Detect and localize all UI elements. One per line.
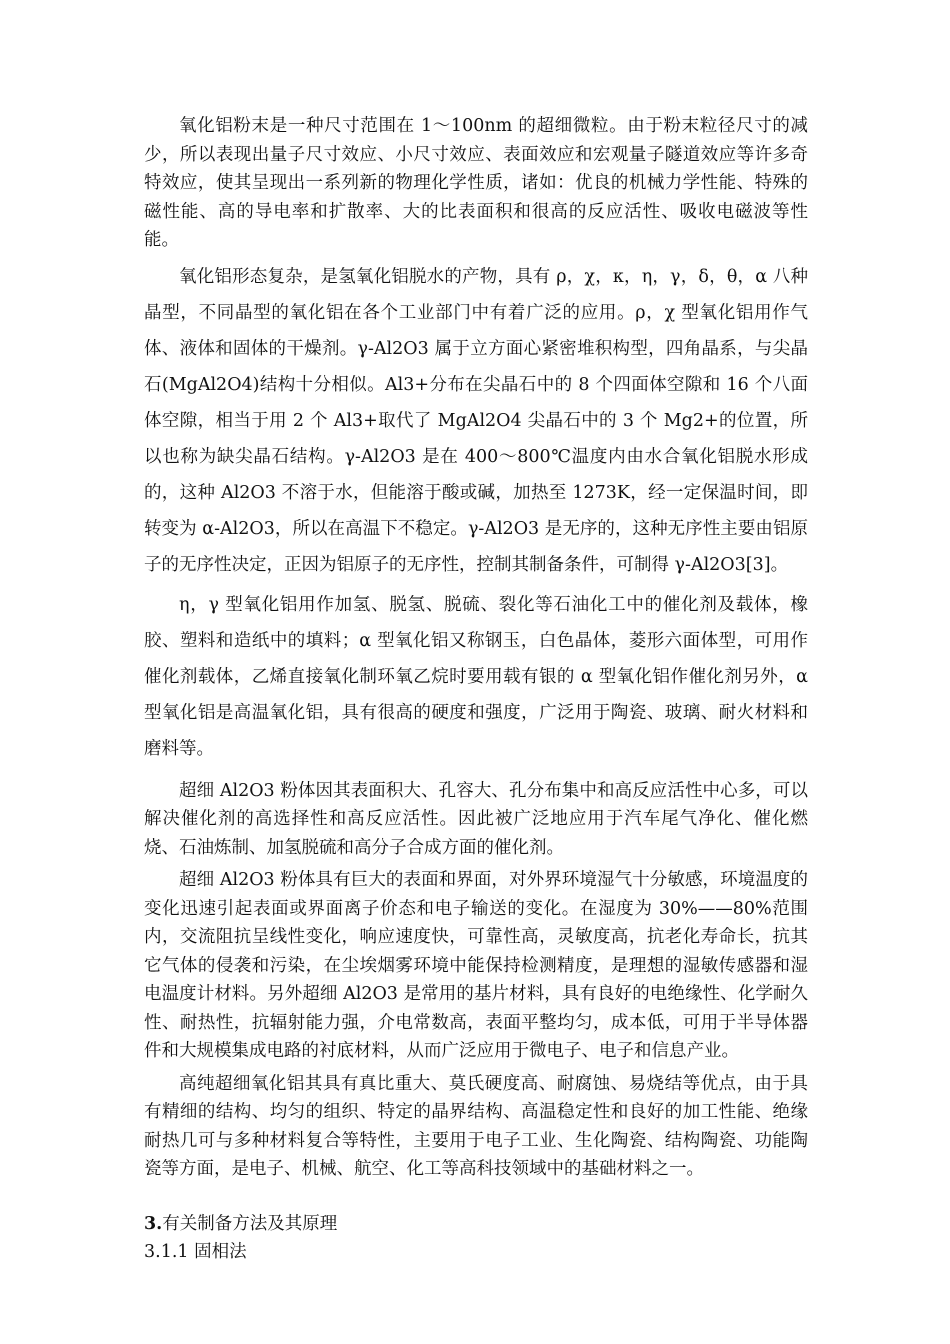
section-title: 有关制备方法及其原理 [162, 1213, 338, 1234]
paragraph-6: 高纯超细氧化铝其具有真比重大、莫氏硬度高、耐腐蚀、易烧结等优点，由于具有精细的结构、均匀的组织、特定的晶界结构、高温稳定性和良好的加工性能、绝缘耐热几可与多种材料复合等特性，主要用于电子工业、生化陶瓷、结构陶瓷、功能陶瓷等方面，是电子、机械、航空、化工等高科技领域中的基础材料之一。 [144, 1073, 808, 1179]
paragraph-4: 超细 Al2O3 粉体因其表面积大、孔容大、孔分布集中和高反应活性中心多，可以解决催化剂的高选择性和高反应活性。因此被广泛地应用于汽车尾气净化、催化燃烧、石油炼制、加氢脱硫和高分子合成方面的催化剂。 [144, 780, 808, 858]
document-page [144, 112, 808, 1267]
paragraph-3: η，γ 型氧化铝用作加氢、脱氢、脱硫、裂化等石油化工中的催化剂及载体，橡胶、塑料和造纸中的填料；α 型氧化铝又称钢玉，白色晶体，菱形六面体型，可用作催化剂载体，乙烯直接氧化制环氧乙烷时要用载有银的 α 型氧化铝作催化剂另外，α 型氧化铝是高温氧化铝，具有很高的硬度和强度，广泛用于陶瓷、玻璃、耐火材料和磨料等。 [144, 594, 808, 759]
paragraph-1: 氧化铝粉末是一种尺寸范围在 1～100nm 的超细微粒。由于粉末粒径尺寸的减少，所以表现出量子尺寸效应、小尺寸效应、表面效应和宏观量子隧道效应等许多奇特效应，使其呈现出一系列新的物理化学性质，诸如：优良的机械力学性能、特殊的磁性能、高的导电率和扩散率、大的比表面积和很高的反应活性、吸收电磁波等性能。 [144, 116, 808, 250]
paragraph-2: 氧化铝形态复杂，是氢氧化铝脱水的产物，具有 ρ，χ，κ，η，γ，δ，θ，α 八种晶型，不同晶型的氧化铝在各个工业部门中有着广泛的应用。ρ，χ 型氧化铝用作气体、液体和固体的干燥剂。γ-Al2O3 属于立方面心紧密堆积构型，四角晶系，与尖晶石(MgAl2O4)结构十分相似。Al3+分布在尖晶石中的 8 个四面体空隙和 16 个八面体空隙，相当于用 2 个 Al3+取代了 MgAl2O4 尖晶石中的 3 个 Mg2+的位置，所以也称为缺尖晶石结构。γ-Al2O3 是在 400～800℃温度内由水合氧化铝脱水形成的，这种 Al2O3 不溶于水，但能溶于酸或碱，加热至 1273K，经一定保温时间，即转变为 α-Al2O3，所以在高温下不稳定。γ-Al2O3 是无序的，这种无序性主要由铝原子的无序性决定，正因为铝原子的无序性，控制其制备条件，可制得 γ-Al2O3[3]。 [144, 266, 808, 575]
section-heading [144, 1210, 808, 1239]
paragraph-5: 超细 Al2O3 粉体具有巨大的表面和界面，对外界环境湿气十分敏感，环境温度的变化迅速引起表面或界面离子价态和电子输送的变化。在湿度为 30%——80%范围内，交流阻抗呈线性变化，响应速度快，可靠性高，灵敏度高，抗老化寿命长，抗其它气体的侵袭和污染，在尘埃烟雾环境中能保持检测精度，是理想的湿敏传感器和湿电温度计材料。另外超细 Al2O3 是常用的基片材料，具有良好的电绝缘性、化学耐久性、耐热性，抗辐射能力强，介电常数高，表面平整均匀，成本低，可用于半导体器件和大规模集成电路的衬底材料，从而广泛应用于微电子、电子和信息产业。 [144, 870, 808, 1061]
section-number: 3. [144, 1213, 163, 1234]
subsection-heading: 3.1.1 固相法 [144, 1242, 247, 1262]
